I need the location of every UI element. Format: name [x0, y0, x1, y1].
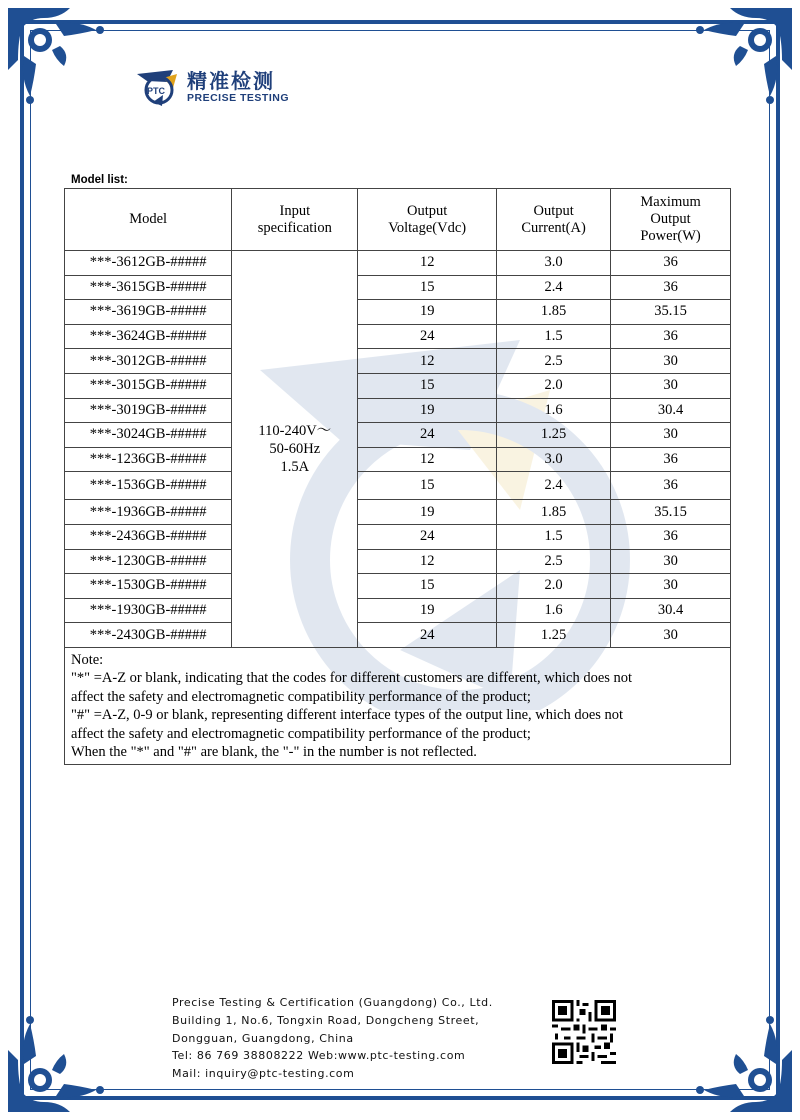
- power-cell: 36: [611, 472, 731, 500]
- power-cell: 30.4: [611, 598, 731, 623]
- model-cell: ***-3019GB-#####: [65, 398, 232, 423]
- current-cell: 1.85: [497, 500, 611, 525]
- power-cell: 30: [611, 574, 731, 599]
- power-cell: 30: [611, 423, 731, 448]
- notes-cell: [65, 647, 731, 764]
- model-cell: ***-3624GB-#####: [65, 324, 232, 349]
- table-row: [65, 574, 731, 599]
- current-cell: 1.25: [497, 623, 611, 648]
- note-line: affect the safety and electromagnetic compatibility performance of the product;: [71, 688, 531, 705]
- footer-address-line2: Dongguan, Guangdong, China: [172, 1031, 354, 1045]
- header-voltage-line1: Output: [407, 202, 448, 219]
- header-model: [65, 189, 232, 251]
- voltage-cell: 15: [358, 275, 497, 300]
- table-row: [65, 324, 731, 349]
- voltage-cell: 24: [358, 623, 497, 648]
- power-cell: 36: [611, 251, 731, 276]
- model-list-table: [64, 188, 731, 765]
- header-input-spec: [232, 189, 358, 251]
- table-row: [65, 472, 731, 500]
- voltage-cell: 19: [358, 598, 497, 623]
- model-cell: ***-1936GB-#####: [65, 500, 232, 525]
- table-row: [65, 275, 731, 300]
- voltage-cell: 12: [358, 447, 497, 472]
- model-cell: ***-3012GB-#####: [65, 349, 232, 374]
- company-logo: [133, 64, 289, 110]
- power-cell: 30: [611, 623, 731, 648]
- corner-ornament-bottom-right: [680, 1000, 800, 1120]
- voltage-cell: 24: [358, 423, 497, 448]
- ptc-logo-icon: [133, 68, 181, 106]
- header-voltage-line2: Voltage(Vdc): [388, 219, 467, 236]
- header-max-power: [611, 189, 731, 251]
- voltage-cell: 15: [358, 373, 497, 398]
- table-row: [65, 373, 731, 398]
- corner-ornament-top-right: [680, 0, 800, 120]
- table-row: [65, 524, 731, 549]
- power-cell: 36: [611, 447, 731, 472]
- model-cell: ***-3619GB-#####: [65, 300, 232, 325]
- header-input-line2: specification: [257, 219, 332, 236]
- table-row: [65, 251, 731, 276]
- table-row: [65, 300, 731, 325]
- voltage-cell: 12: [358, 251, 497, 276]
- power-cell: 36: [611, 324, 731, 349]
- current-cell: 1.85: [497, 300, 611, 325]
- input-spec-line2: 50-60Hz: [269, 440, 321, 457]
- table-row: [65, 349, 731, 374]
- note-line: When the "*" and "#" are blank, the "-" in the number is not reflected.: [71, 744, 477, 761]
- current-cell: 3.0: [497, 447, 611, 472]
- power-cell: 30: [611, 373, 731, 398]
- header-power-line3: Power(W): [640, 228, 701, 244]
- corner-ornament-top-left: [0, 0, 120, 120]
- model-list-caption: Model list:: [71, 174, 128, 186]
- power-cell: 30: [611, 349, 731, 374]
- voltage-cell: 19: [358, 398, 497, 423]
- header-current-line1: Output: [533, 202, 574, 219]
- model-cell: ***-1236GB-#####: [65, 447, 232, 472]
- footer-address-line1: Building 1, No.6, Tongxin Road, Dongcheng Street,: [172, 1013, 480, 1027]
- model-cell: ***-2436GB-#####: [65, 524, 232, 549]
- voltage-cell: 24: [358, 324, 497, 349]
- footer-company-name: Precise Testing & Certification (Guangdong) Co., Ltd.: [172, 996, 493, 1009]
- header-output-current: [497, 189, 611, 251]
- current-cell: 1.25: [497, 423, 611, 448]
- current-cell: 2.5: [497, 549, 611, 574]
- power-cell: 36: [611, 524, 731, 549]
- table-row: [65, 398, 731, 423]
- header-output-voltage: [358, 189, 497, 251]
- voltage-cell: 12: [358, 349, 497, 374]
- voltage-cell: 15: [358, 574, 497, 599]
- table-row: [65, 447, 731, 472]
- corner-ornament-bottom-left: [0, 1000, 120, 1120]
- logo-english-name: PRECISE TESTING: [187, 92, 290, 104]
- table-header-row: [65, 189, 731, 251]
- model-cell: ***-3615GB-#####: [65, 275, 232, 300]
- notes-row: [65, 647, 731, 764]
- input-spec-line1: 110-240V～: [258, 422, 332, 439]
- power-cell: 30: [611, 549, 731, 574]
- header-current-line2: Current(A): [521, 219, 586, 236]
- voltage-cell: 19: [358, 500, 497, 525]
- table-row: [65, 423, 731, 448]
- note-line: affect the safety and electromagnetic compatibility performance of the product;: [71, 725, 531, 742]
- footer-mail: Mail: inquiry@ptc-testing.com: [172, 1067, 355, 1081]
- logo-mark-text: PTC: [147, 86, 165, 96]
- model-cell: ***-3024GB-#####: [65, 423, 232, 448]
- note-line: "*" =A-Z or blank, indicating that the codes for different customers are different, which does not: [71, 670, 633, 687]
- header-input-line1: Input: [279, 202, 311, 219]
- current-cell: 2.4: [497, 275, 611, 300]
- voltage-cell: 24: [358, 524, 497, 549]
- input-spec-line3: 1.5A: [280, 458, 310, 475]
- input-spec-cell: [232, 251, 358, 648]
- power-cell: 35.15: [611, 500, 731, 525]
- voltage-cell: 19: [358, 300, 497, 325]
- table-row: [65, 549, 731, 574]
- current-cell: 1.5: [497, 324, 611, 349]
- current-cell: 1.6: [497, 598, 611, 623]
- voltage-cell: 15: [358, 472, 497, 500]
- model-cell: ***-1230GB-#####: [65, 549, 232, 574]
- table-row: [65, 598, 731, 623]
- model-cell: ***-2430GB-#####: [65, 623, 232, 648]
- power-cell: 30.4: [611, 398, 731, 423]
- header-model-label: Model: [129, 211, 168, 227]
- voltage-cell: 12: [358, 549, 497, 574]
- power-cell: 36: [611, 275, 731, 300]
- note-title: Note:: [71, 651, 104, 668]
- footer-tel-web: Tel: 86 769 38808222 Web:www.ptc-testing.com: [172, 1049, 466, 1063]
- model-cell: ***-3015GB-#####: [65, 373, 232, 398]
- current-cell: 2.0: [497, 574, 611, 599]
- model-cell: ***-3612GB-#####: [65, 251, 232, 276]
- model-cell: ***-1530GB-#####: [65, 574, 232, 599]
- header-power-line2: Output: [650, 211, 691, 227]
- table-row: [65, 623, 731, 648]
- note-line: "#" =A-Z, 0-9 or blank, representing different interface types of the output line, which does not: [71, 707, 624, 724]
- current-cell: 1.6: [497, 398, 611, 423]
- footer-contact: [172, 994, 493, 1083]
- current-cell: 1.5: [497, 524, 611, 549]
- power-cell: 35.15: [611, 300, 731, 325]
- current-cell: 2.0: [497, 373, 611, 398]
- header-power-line1: Maximum: [640, 194, 701, 210]
- qr-code-icon: [552, 1000, 616, 1064]
- model-cell: ***-1536GB-#####: [65, 472, 232, 500]
- logo-chinese-name: 精准检测: [187, 69, 275, 93]
- current-cell: 2.5: [497, 349, 611, 374]
- current-cell: 3.0: [497, 251, 611, 276]
- current-cell: 2.4: [497, 472, 611, 500]
- table-row: [65, 500, 731, 525]
- model-cell: ***-1930GB-#####: [65, 598, 232, 623]
